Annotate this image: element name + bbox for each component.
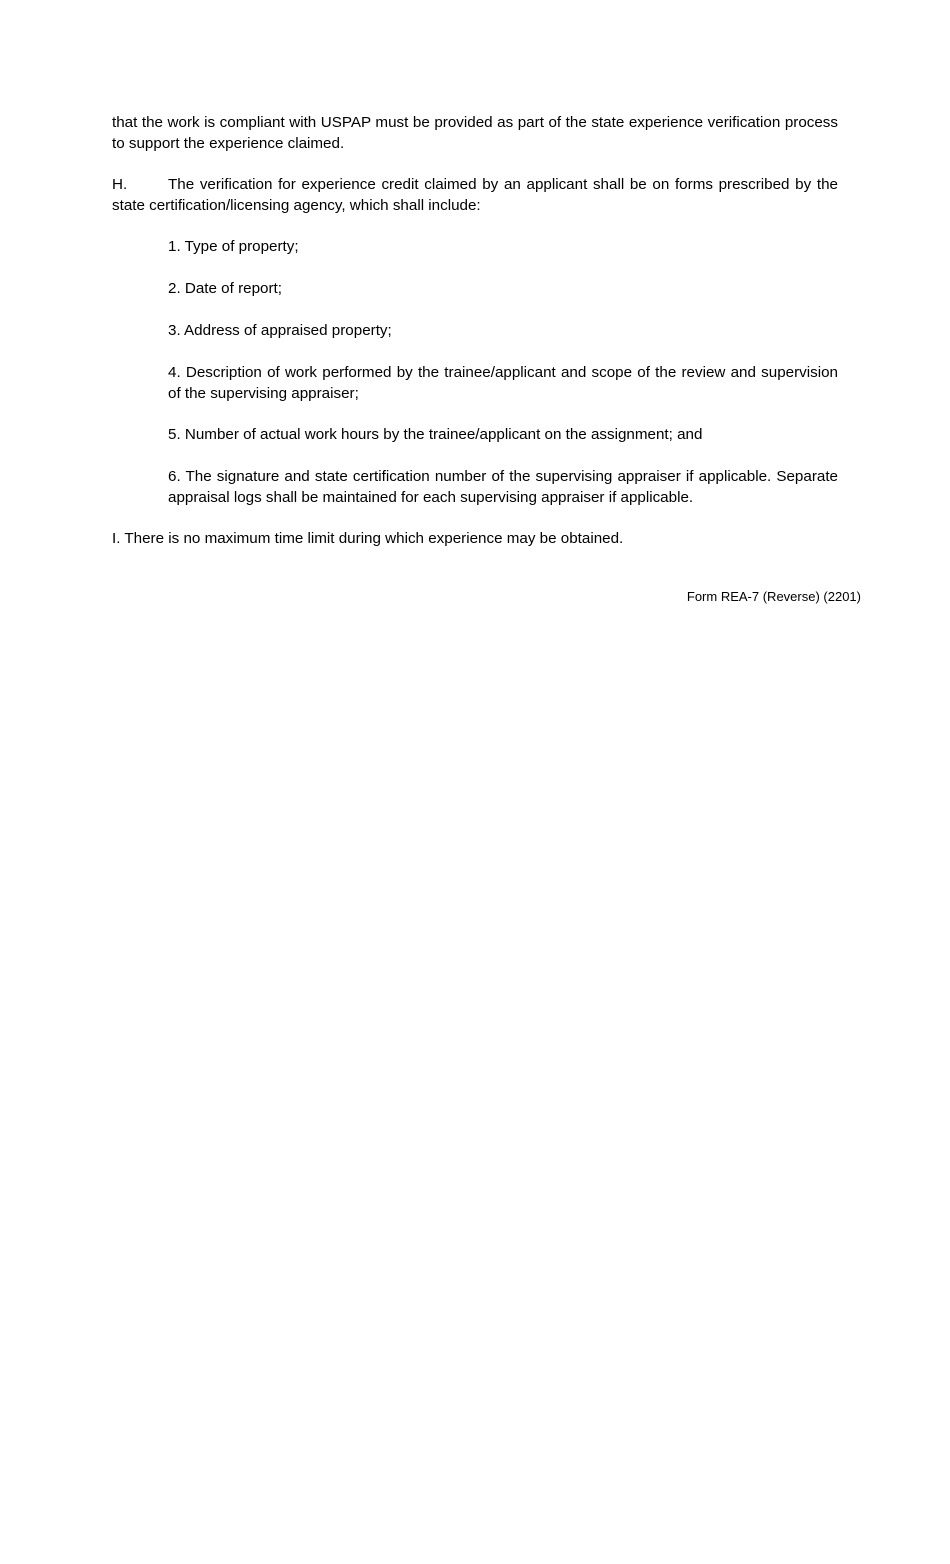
form-footer: Form REA-7 (Reverse) (2201) <box>686 589 861 604</box>
list-item: 2. Date of report; <box>168 280 282 297</box>
section-h-label: H. <box>112 176 128 193</box>
list-item: 6. The signature and state certification number of the supervising appraiser if applicable. Separate appraisal logs shall be maintained for each supervising appraiser if applicable. <box>168 468 838 506</box>
section-i-paragraph: I. There is no maximum time limit during which experience may be obtained. <box>112 530 624 547</box>
list-item: 3. Address of appraised property; <box>168 322 392 339</box>
list-item: 5. Number of actual work hours by the trainee/applicant on the assignment; and <box>168 426 703 443</box>
section-h-paragraph <box>112 174 838 216</box>
intro-paragraph: that the work is compliant with USPAP must be provided as part of the state experience verification process to support the experience claimed. <box>112 114 838 152</box>
list-item: 4. Description of work performed by the trainee/applicant and scope of the review and supervision of the supervising appraiser; <box>168 364 838 402</box>
section-h-text: The verification for experience credit claimed by an applicant shall be on forms prescribed by the state certification/licensing agency, which shall include: <box>112 176 838 214</box>
list-item: 1. Type of property; <box>168 238 299 255</box>
